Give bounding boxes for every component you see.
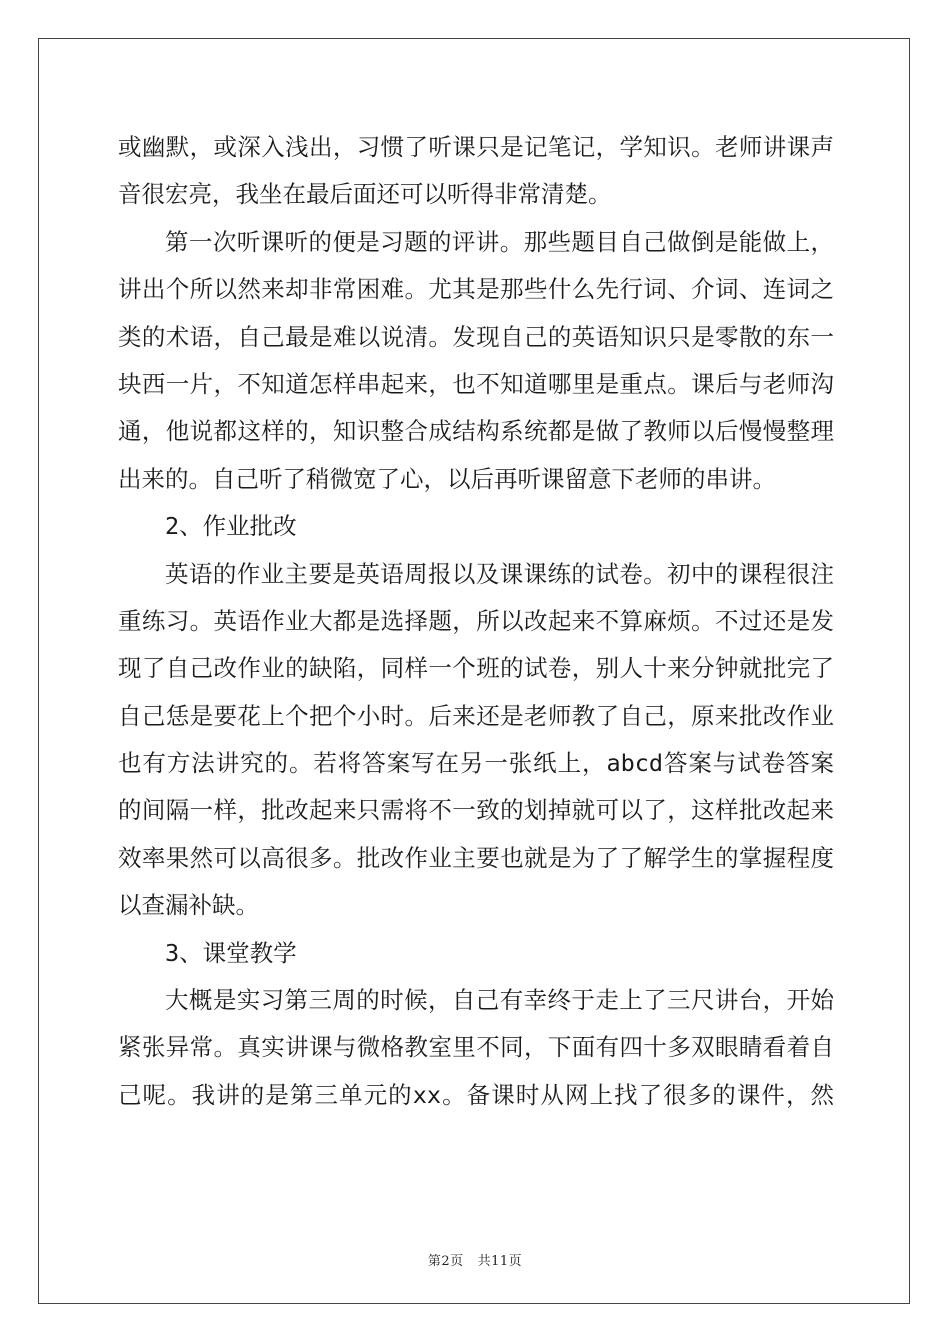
text-line: 第一次听课听的便是习题的评讲。那些题目自己做倒是能做上， <box>165 227 834 256</box>
text-line: 英语的作业主要是英语周报以及课课练的试卷。初中的课程很注 <box>165 559 834 588</box>
text-line: 重练习。英语作业大都是选择题，所以改起来不算麻烦。不过还是发 <box>118 606 834 635</box>
text-line: 自己恁是要花上个把个小时。后来还是老师教了自己，原来批改作业 <box>118 701 834 730</box>
text-line: 或幽默，或深入浅出，习惯了听课只是记笔记，学知识。老师讲课声 <box>118 133 834 161</box>
section-heading: 3、课堂教学 <box>165 938 297 967</box>
text-line: 块西一片，不知道怎样串起来，也不知道哪里是重点。课后与老师沟 <box>118 369 834 398</box>
text-line: 音很宏亮，我坐在最后面还可以听得非常清楚。 <box>118 180 612 209</box>
page-footer <box>0 1250 950 1269</box>
text-line: 大概是实习第三周的时候，自己有幸终于走上了三尺讲台，开始 <box>165 986 834 1015</box>
text-line: 类的术语，自己最是难以说清。发现自己的英语知识只是零散的东一 <box>118 322 834 351</box>
text-line: 讲出个所以然来却非常困难。尤其是那些什么先行词、介词、连词之 <box>118 275 834 304</box>
section-heading: 2、作业批改 <box>165 512 297 541</box>
text-line: 效率果然可以高很多。批改作业主要也就是为了了解学生的掌握程度 <box>118 843 834 872</box>
text-line: 己呢。我讲的是第三单元的xx。备课时从网上找了很多的课件，然 <box>118 1080 834 1109</box>
page-number-total: 共11页 <box>477 1254 523 1269</box>
text-line: 现了自己改作业的缺陷，同样一个班的试卷，别人十来分钟就批完了 <box>118 654 834 683</box>
text-line: 通，他说都这样的，知识整合成结构系统都是做了教师以后慢慢整理 <box>118 417 834 446</box>
text-line: 出来的。自己听了稍微宽了心，以后再听课留意下老师的串讲。 <box>118 464 776 493</box>
text-line: 也有方法讲究的。若将答案写在另一张纸上，abcd答案与试卷答案 <box>118 749 834 778</box>
text-line: 的间隔一样，批改起来只需将不一致的划掉就可以了，这样批改起来 <box>118 796 834 825</box>
page-number-current: 第2页 <box>427 1254 464 1269</box>
document-body <box>118 124 834 1119</box>
text-line: 以查漏补缺。 <box>118 891 259 920</box>
text-line: 紧张异常。真实讲课与微格教室里不同，下面有四十多双眼睛看着自 <box>118 1033 834 1062</box>
